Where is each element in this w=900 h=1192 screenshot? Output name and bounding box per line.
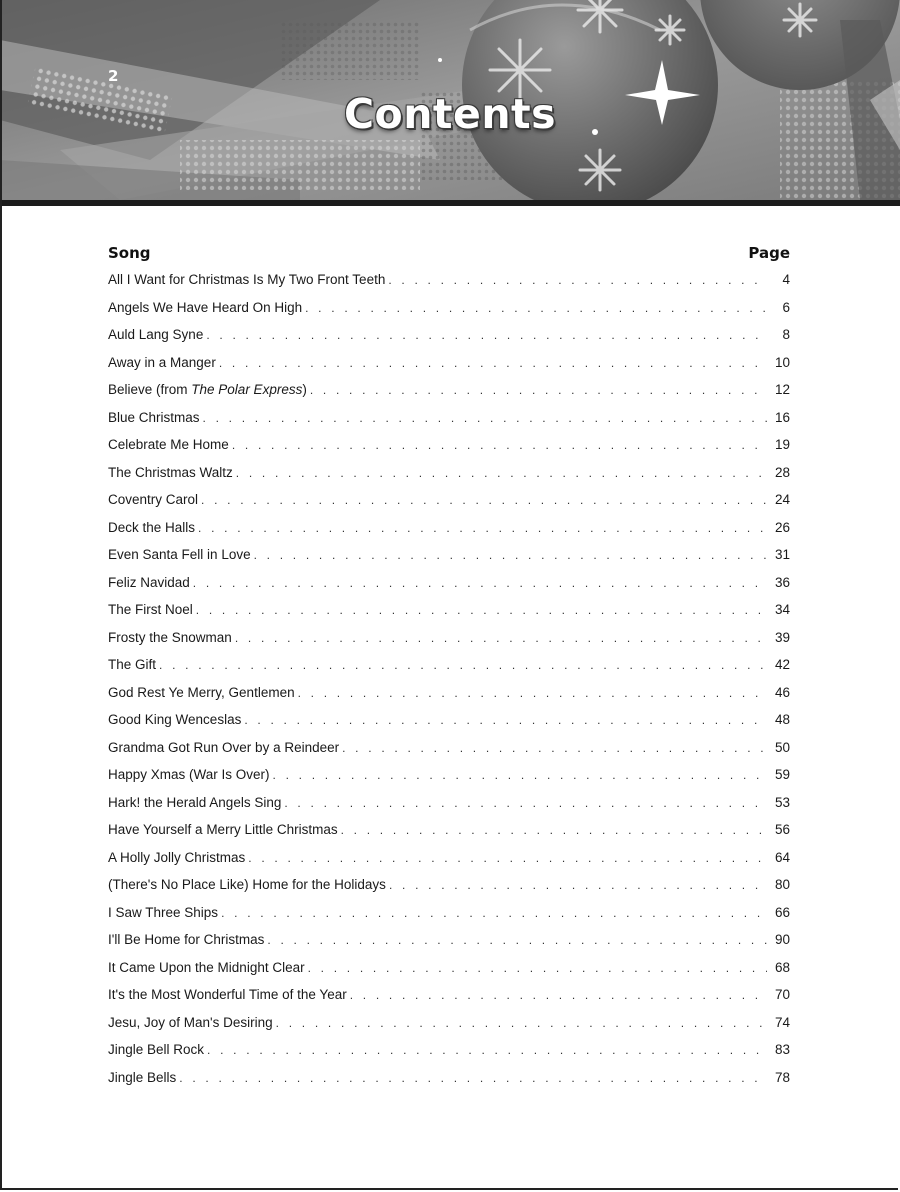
page-title: Contents [343, 90, 557, 138]
dot-leader [267, 927, 767, 955]
toc-entry [108, 294, 790, 322]
dot-leader [350, 982, 767, 1010]
toc-entry [108, 789, 790, 817]
dot-leader [196, 597, 767, 625]
toc-list [108, 266, 790, 1091]
song-title: I'll Be Home for Christmas [108, 932, 265, 947]
dot-leader [221, 900, 767, 928]
page-number-ref: 4 [782, 272, 790, 287]
dot-leader [244, 707, 767, 735]
page-number-ref: 59 [774, 767, 790, 782]
toc-entry [108, 761, 790, 789]
song-title: It Came Upon the Midnight Clear [108, 959, 305, 975]
page-number-ref: 53 [774, 794, 790, 810]
dot-leader [341, 817, 767, 845]
page-number-ref: 10 [774, 354, 790, 370]
page-number-ref: 31 [774, 547, 790, 562]
page-number-ref: 8 [782, 327, 790, 342]
song-title: A Holly Jolly Christmas [108, 849, 246, 865]
song-title: Even Santa Fell in Love [108, 547, 251, 562]
song-title: God Rest Ye Merry, Gentlemen [108, 684, 295, 700]
dot-leader [388, 267, 767, 295]
dot-leader [232, 432, 767, 460]
toc-entry [108, 431, 790, 459]
dot-leader [201, 487, 767, 515]
page-number-ref: 50 [774, 739, 790, 755]
song-title: Jingle Bells [108, 1069, 177, 1085]
page-number-ref: 36 [774, 574, 790, 590]
dot-leader [198, 515, 767, 543]
toc-entry [108, 899, 790, 927]
dot-leader [276, 1010, 767, 1038]
dot-leader [284, 790, 767, 818]
toc-entry [108, 926, 790, 954]
dot-leader [203, 405, 767, 433]
page-number-ref: 68 [774, 959, 790, 975]
page-number-ref: 42 [774, 657, 790, 672]
toc-entry [108, 459, 790, 487]
toc-entry [108, 871, 790, 899]
toc-entry [108, 404, 790, 432]
song-title: The Gift [108, 657, 157, 672]
toc-entry [108, 679, 790, 707]
dot-leader [206, 322, 767, 350]
table-of-contents [108, 240, 790, 1091]
dot-leader [298, 680, 767, 708]
page-number-ref: 16 [774, 409, 790, 425]
toc-entry [108, 624, 790, 652]
toc-entry [108, 486, 790, 514]
page-number-ref: 46 [774, 684, 790, 700]
dot-leader [305, 295, 767, 323]
toc-entry [108, 954, 790, 982]
page-number-ref: 74 [774, 1014, 790, 1030]
song-title: I Saw Three Ships [108, 904, 219, 920]
song-title: Jesu, Joy of Man's Desiring [108, 1014, 273, 1030]
toc-entry [108, 1009, 790, 1037]
header-banner [0, 0, 900, 206]
page-number-ref: 19 [774, 437, 790, 452]
toc-entry [108, 734, 790, 762]
page-number-ref: 28 [774, 464, 790, 480]
page-number-ref: 56 [774, 822, 790, 837]
page-column-heading: Page [748, 244, 790, 262]
song-title: Feliz Navidad [108, 574, 190, 590]
dot-leader [179, 1065, 767, 1093]
page-number-ref: 64 [774, 849, 790, 865]
dot-leader [235, 625, 767, 653]
dot-leader [207, 1037, 767, 1065]
toc-entry [108, 1064, 790, 1092]
page-number-ref: 83 [774, 1042, 790, 1057]
song-title: Good King Wenceslas [108, 712, 242, 727]
toc-entry [108, 816, 790, 844]
page-number: 2 [108, 67, 119, 85]
toc-entry [108, 514, 790, 542]
page-number-ref: 70 [774, 987, 790, 1002]
song-title: The Christmas Waltz [108, 464, 233, 480]
dot-leader [254, 542, 767, 570]
dot-leader [219, 350, 767, 378]
song-title: The First Noel [108, 602, 193, 617]
page-number-ref: 34 [774, 602, 790, 617]
toc-entry [108, 1036, 790, 1064]
song-title: Frosty the Snowman [108, 629, 232, 645]
dot-leader [236, 460, 767, 488]
song-title: (There's No Place Like) Home for the Holidays [108, 877, 386, 892]
song-column-heading: Song [108, 244, 151, 262]
page-number-ref: 39 [774, 629, 790, 645]
toc-entry [108, 349, 790, 377]
song-title: Angels We Have Heard On High [108, 299, 303, 315]
toc-header-row [108, 240, 790, 262]
dot-leader [389, 872, 767, 900]
toc-entry [108, 266, 790, 294]
song-title: Jingle Bell Rock [108, 1042, 205, 1057]
dot-leader [342, 735, 767, 763]
song-title: Believe (from The Polar Express) [108, 382, 307, 397]
toc-entry [108, 651, 790, 679]
page-number-ref: 66 [774, 904, 790, 920]
page-number-ref: 6 [782, 299, 790, 315]
dot-leader [308, 955, 767, 983]
page-number-ref: 90 [774, 932, 790, 947]
song-title: All I Want for Christmas Is My Two Front Teeth [108, 272, 386, 287]
song-title: Celebrate Me Home [108, 437, 229, 452]
song-title: Hark! the Herald Angels Sing [108, 794, 282, 810]
toc-entry [108, 981, 790, 1009]
page-number-ref: 26 [774, 519, 790, 535]
song-title: Have Yourself a Merry Little Christmas [108, 822, 338, 837]
page-number-ref: 24 [774, 492, 790, 507]
song-title: Away in a Manger [108, 354, 216, 370]
dot-leader [193, 570, 767, 598]
toc-entry [108, 706, 790, 734]
song-title: Deck the Halls [108, 519, 196, 535]
song-title: Coventry Carol [108, 492, 199, 507]
toc-entry [108, 569, 790, 597]
dot-leader [159, 652, 767, 680]
song-title: Auld Lang Syne [108, 327, 204, 342]
toc-entry [108, 376, 790, 404]
page-number-ref: 78 [774, 1069, 790, 1085]
header-divider [0, 200, 900, 206]
toc-entry [108, 596, 790, 624]
page-number-ref: 48 [774, 712, 790, 727]
dot-leader [248, 845, 767, 873]
toc-entry [108, 321, 790, 349]
song-title: Grandma Got Run Over by a Reindeer [108, 739, 340, 755]
dot-leader [310, 377, 767, 405]
toc-entry [108, 541, 790, 569]
toc-entry [108, 844, 790, 872]
dot-leader [273, 762, 767, 790]
page-number-ref: 80 [774, 877, 790, 892]
page-number-ref: 12 [774, 382, 790, 397]
song-title: Happy Xmas (War Is Over) [108, 767, 270, 782]
song-title: It's the Most Wonderful Time of the Year [108, 987, 347, 1002]
song-title: Blue Christmas [108, 409, 200, 425]
